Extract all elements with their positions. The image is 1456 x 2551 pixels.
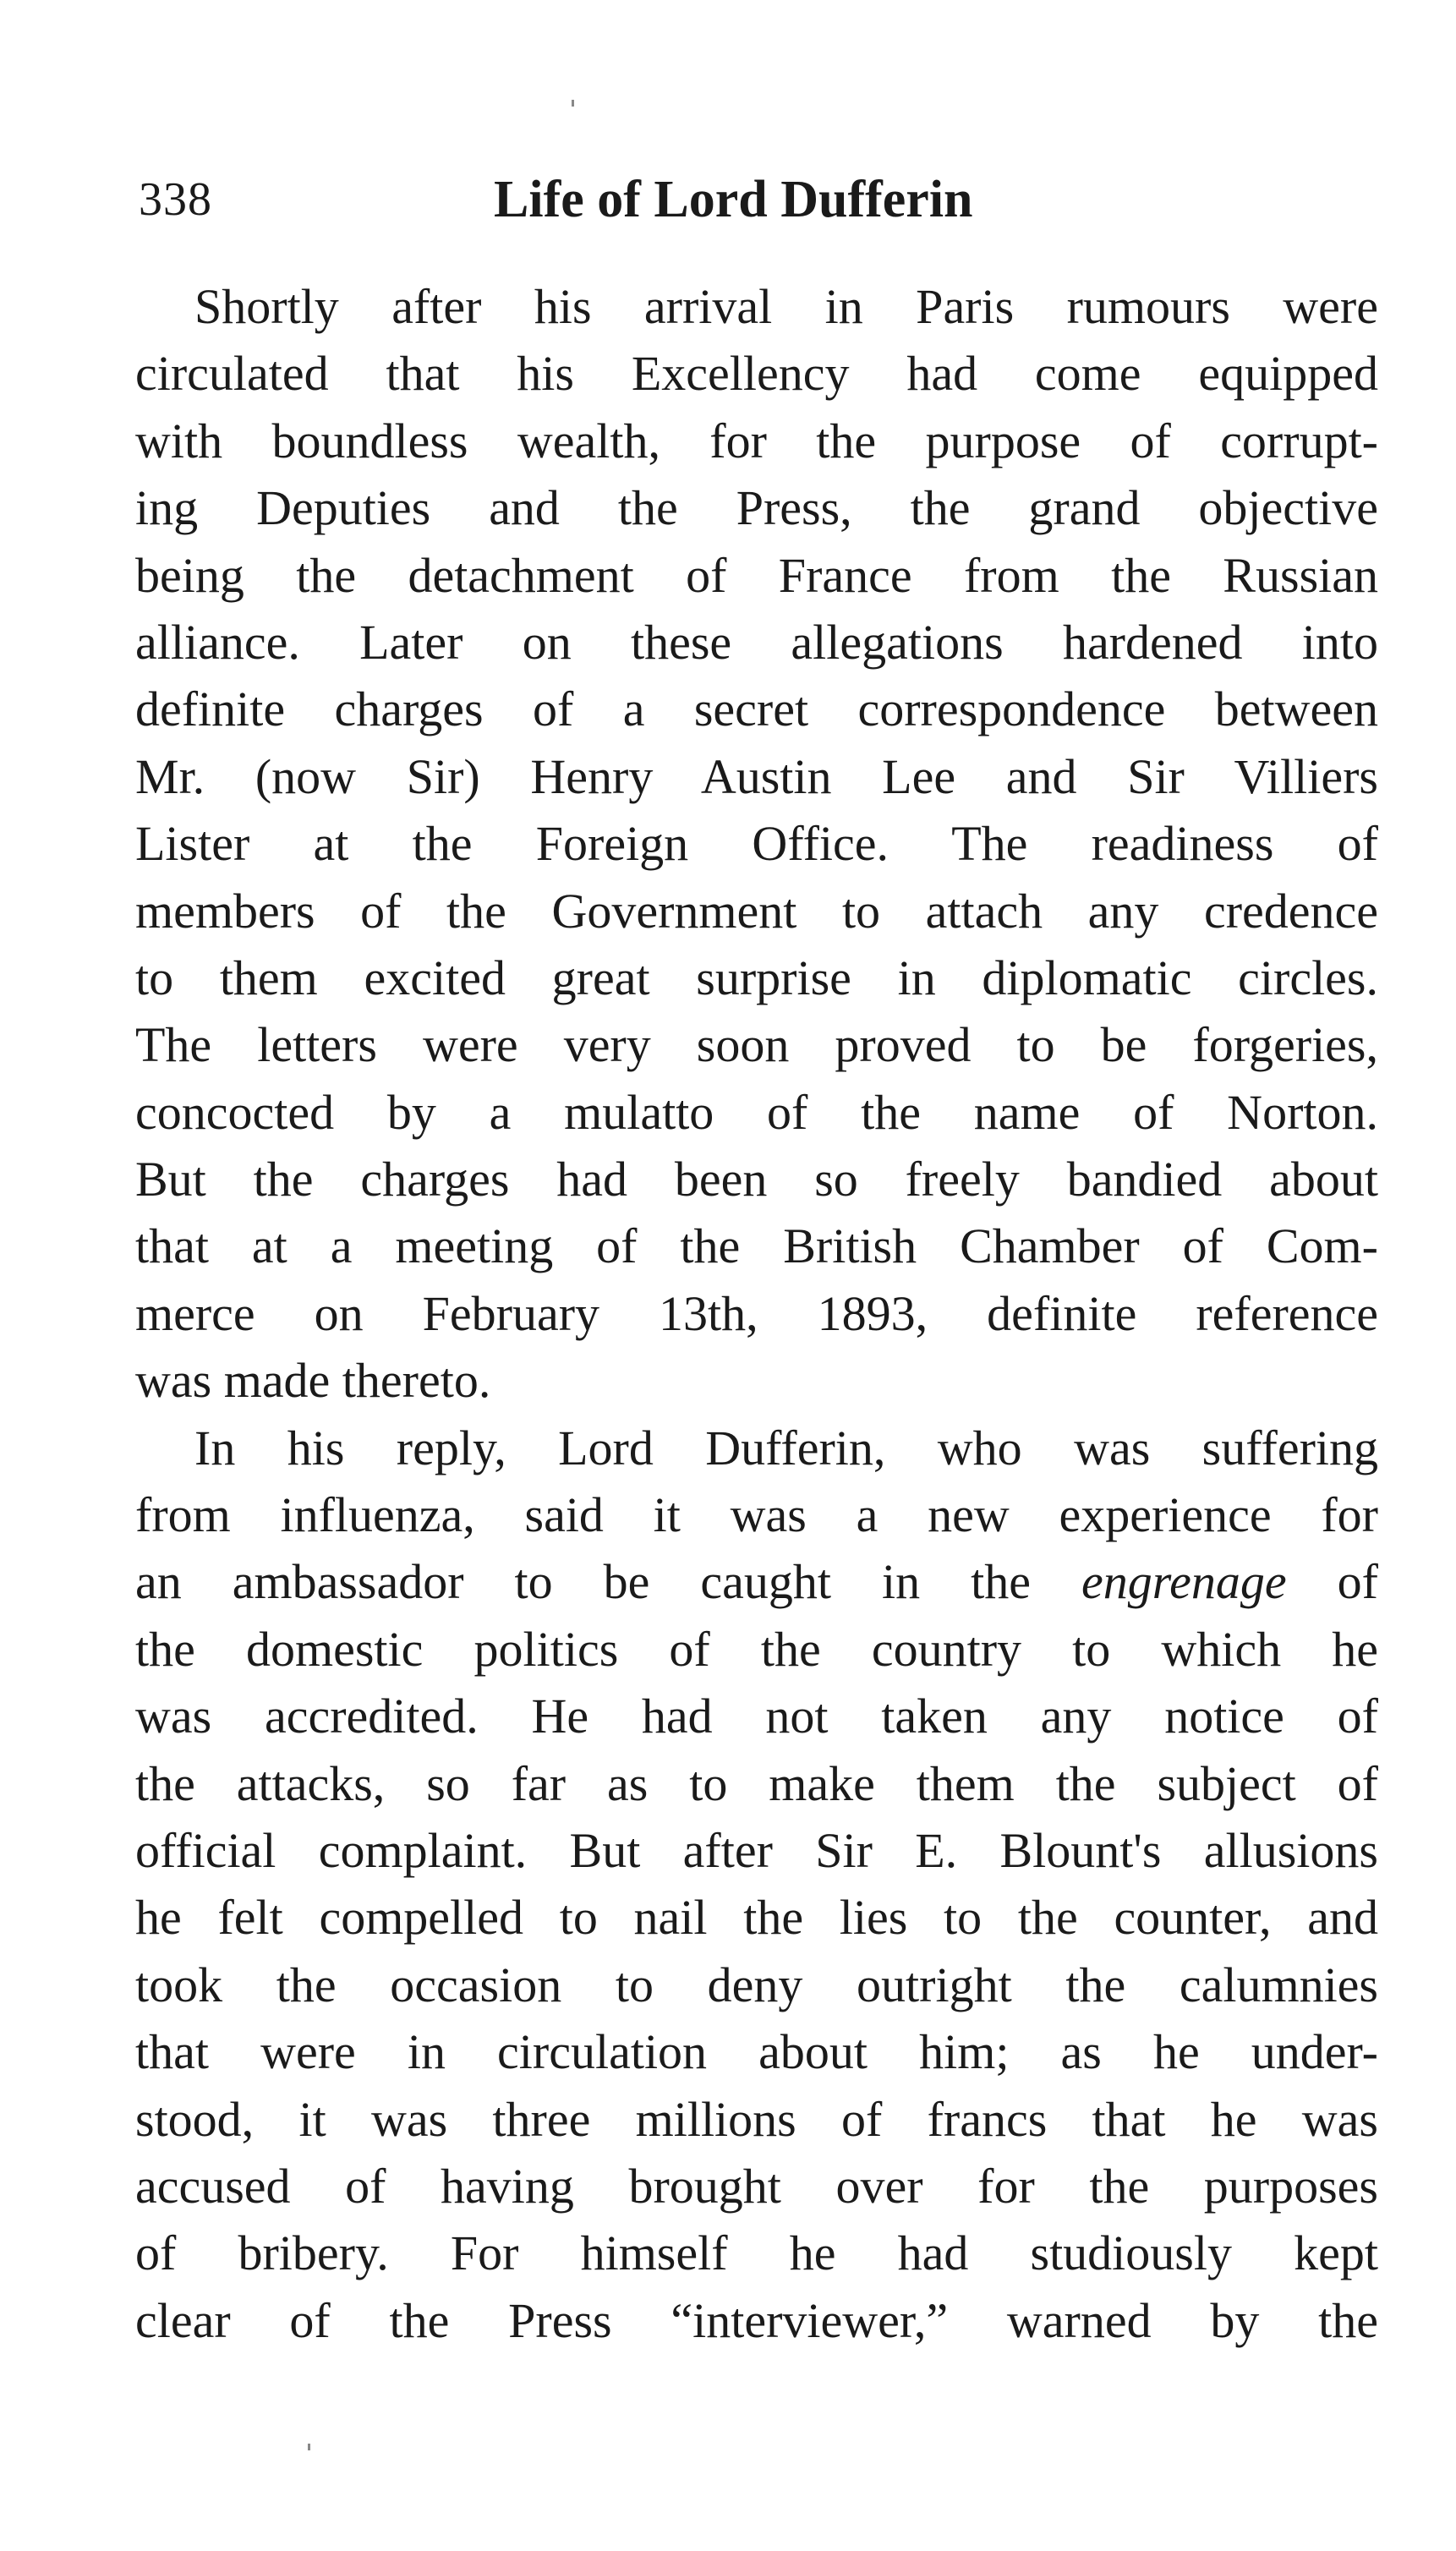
text-line: members of the Government to attach any credence: [135, 883, 1378, 939]
text-line: of bribery. For himself he had studiously kept: [135, 2225, 1378, 2281]
text-line: was made thereto.: [135, 1353, 491, 1409]
text-line: official complaint. But after Sir E. Blount's allusions: [135, 1822, 1378, 1878]
text-line: stood, it was three millions of francs that he was: [135, 2091, 1378, 2147]
text-line: that at a meeting of the British Chamber of Com-: [135, 1218, 1378, 1274]
text-line: the domestic politics of the country to which he: [135, 1621, 1378, 1677]
text-line: merce on February 13th, 1893, definite reference: [135, 1285, 1378, 1341]
text-line: he felt compelled to nail the lies to the counter, and: [135, 1890, 1378, 1946]
text-fragment: an ambassador to be caught in the: [135, 1554, 1031, 1610]
text-line: But the charges had been so freely bandied about: [135, 1152, 1378, 1207]
text-line: alliance. Later on these allegations hardened into: [135, 614, 1378, 670]
text-line-with-italic: [135, 1548, 1378, 1615]
page-number: 338: [139, 173, 212, 226]
text-line: definite charges of a secret correspondence between: [135, 682, 1378, 737]
text-line: took the occasion to deny outright the calumnies: [135, 1957, 1378, 2012]
text-line: ing Deputies and the Press, the grand objective: [135, 480, 1378, 536]
text-line: with boundless wealth, for the purpose of corrupt-: [135, 413, 1378, 468]
text-line: was accredited. He had not taken any notice of: [135, 1689, 1378, 1744]
scan-speck: [308, 2444, 310, 2450]
text-line: Lister at the Foreign Office. The readiness of: [135, 816, 1378, 872]
text-line: Shortly after his arrival in Paris rumours were: [194, 279, 1378, 334]
italic-word: engrenage: [1081, 1554, 1287, 1610]
text-fragment: of: [1286, 1554, 1378, 1610]
running-title: Life of Lord Dufferin: [494, 171, 973, 228]
scan-speck: [572, 100, 574, 107]
body-text: [135, 273, 1378, 2354]
text-line: concocted by a mulatto of the name of Norton.: [135, 1084, 1378, 1140]
text-line: that were in circulation about him; as he under-: [135, 2024, 1378, 2080]
text-line: In his reply, Lord Dufferin, who was suffering: [194, 1420, 1378, 1475]
running-header: [139, 166, 1314, 233]
text-line: being the detachment of France from the Russian: [135, 547, 1378, 603]
text-line: circulated that his Excellency had come equipped: [135, 346, 1378, 402]
text-line: the attacks, so far as to make them the subject of: [135, 1755, 1378, 1811]
text-line: clear of the Press “interviewer,” warned by the: [135, 2292, 1378, 2348]
text-line: accused of having brought over for the purposes: [135, 2158, 1378, 2214]
text-line: from influenza, said it was a new experience for: [135, 1487, 1378, 1543]
text-line: to them excited great surprise in diplomatic circles.: [135, 950, 1378, 1005]
text-line: Mr. (now Sir) Henry Austin Lee and Sir Villiers: [135, 748, 1378, 804]
text-line: The letters were very soon proved to be forgeries,: [135, 1017, 1378, 1073]
